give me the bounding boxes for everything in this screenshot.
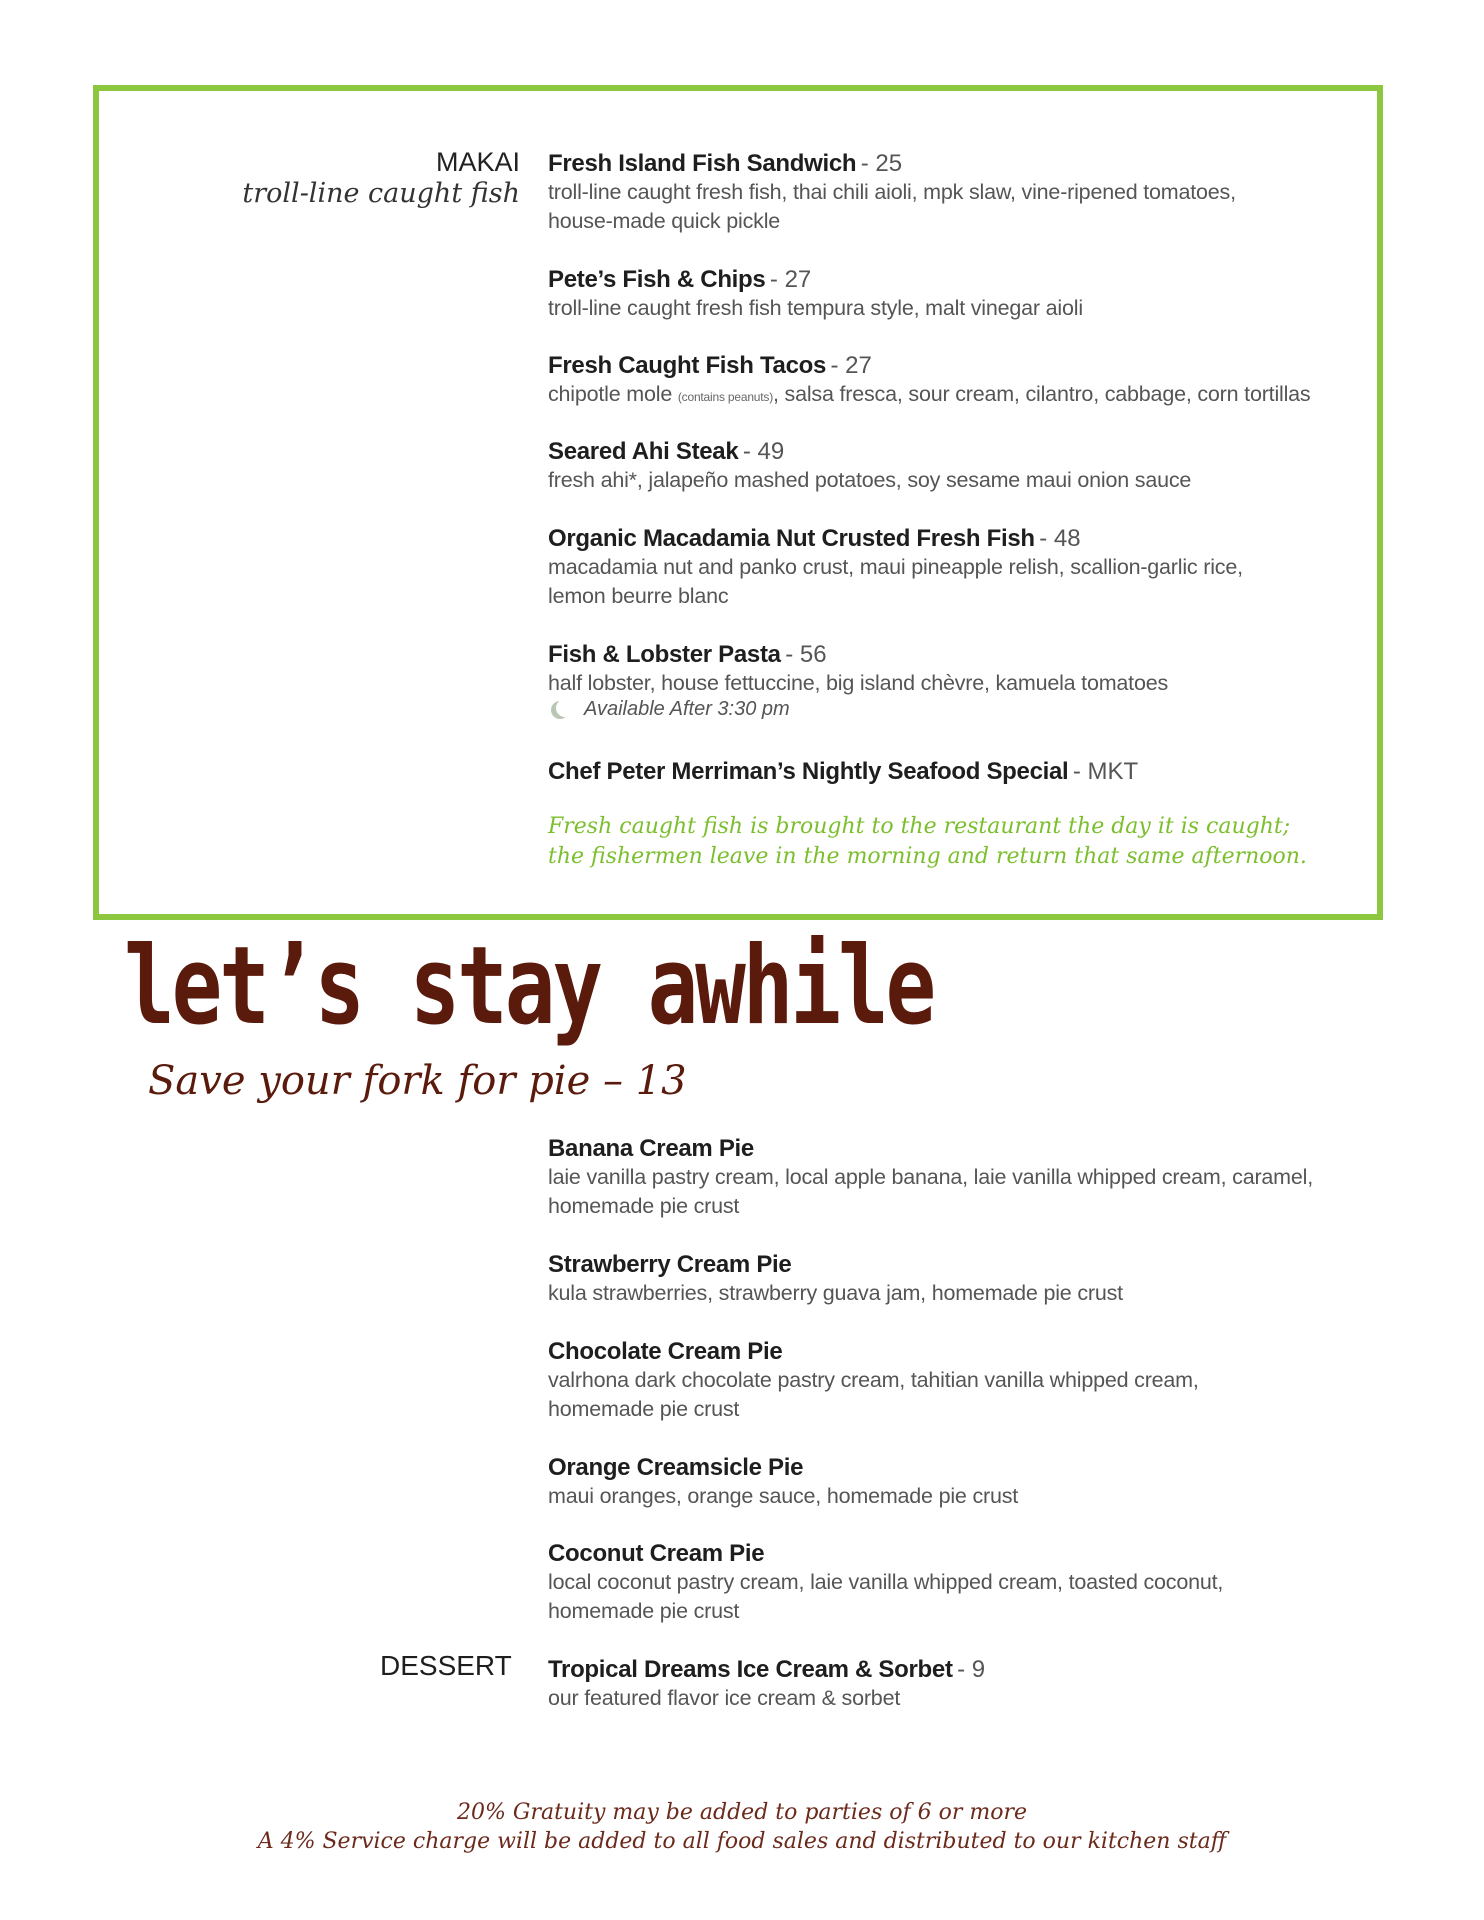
menu-item-strawberry-pie (548, 1251, 1348, 1308)
item-name: Fresh Island Fish Sandwich (548, 150, 857, 177)
item-desc-2: homemade pie crust (548, 1599, 740, 1623)
item-desc: half lobster, house fettuccine, big island chèvre, kamuela tomatoes (548, 671, 1169, 695)
item-desc-b: , salsa fresca, sour cream, cilantro, cabbage, corn tortillas (773, 382, 1311, 406)
item-name: Orange Creamsicle Pie (548, 1454, 804, 1481)
item-desc: kula strawberries, strawberry guava jam, homemade pie crust (548, 1281, 1123, 1305)
menu-item-fish-sandwich (548, 150, 1348, 236)
item-name: Strawberry Cream Pie (548, 1251, 792, 1278)
item-price: - MKT (1072, 758, 1139, 785)
item-desc-2: house-made quick pickle (548, 209, 781, 233)
item-name: Fresh Caught Fish Tacos (548, 352, 827, 379)
item-desc: troll-line caught fresh fish, thai chili aioli, mpk slaw, vine-ripened tomatoes, (548, 180, 1236, 204)
availability-text: Available After 3:30 pm (584, 698, 790, 720)
menu-item-ahi-steak (548, 438, 1348, 495)
availability-note (548, 698, 1348, 721)
menu-item-seafood-special (548, 758, 1348, 786)
item-price: - 48 (1039, 525, 1081, 552)
item-desc-2: lemon beurre blanc (548, 584, 729, 608)
note-line-1: Fresh caught fish is brought to the restaurant the day it is caught; (548, 814, 1291, 839)
item-price: - 9 (957, 1656, 986, 1683)
item-desc (548, 380, 1348, 412)
item-price: - 25 (860, 150, 903, 177)
menu-item-macadamia-fish (548, 525, 1348, 611)
section-sublabel-makai: troll-line caught fish (242, 178, 520, 209)
item-desc-2: homemade pie crust (548, 1397, 740, 1421)
item-name: Chocolate Cream Pie (548, 1338, 783, 1365)
item-desc: troll-line caught fresh fish tempura style, malt vinegar aioli (548, 296, 1083, 320)
allergen-note: (contains peanuts) (677, 390, 773, 404)
item-desc: laie vanilla pastry cream, local apple banana, laie vanilla whipped cream, caramel, (548, 1165, 1313, 1189)
moon-icon (556, 699, 574, 717)
section-label-makai: MAKAI (435, 147, 520, 177)
menu-item-fish-tacos (548, 352, 1348, 412)
menu-item-ice-cream (548, 1656, 1348, 1713)
item-price: - 49 (742, 438, 785, 465)
item-price: - 27 (830, 352, 872, 379)
section-label-dessert: DESSERT (380, 1650, 512, 1681)
footer-gratuity: 20% Gratuity may be added to parties of 6 or more (456, 1800, 1028, 1825)
item-desc: valrhona dark chocolate pastry cream, tahitian vanilla whipped cream, (548, 1368, 1199, 1392)
item-price: - 56 (785, 641, 827, 668)
item-desc-a: chipotle mole (548, 382, 673, 406)
pie-subhead: Save your fork for pie – 13 (148, 1058, 687, 1104)
fresh-fish-note (548, 812, 1308, 872)
menu-item-banana-pie (548, 1135, 1348, 1221)
item-name: Tropical Dreams Ice Cream & Sorbet (548, 1656, 953, 1683)
menu-item-lobster-pasta (548, 641, 1348, 721)
menu-item-chocolate-pie (548, 1338, 1348, 1424)
item-desc: local coconut pastry cream, laie vanilla whipped cream, toasted coconut, (548, 1570, 1224, 1594)
footer-service-charge: A 4% Service charge will be added to all food sales and distributed to our kitchen staff (257, 1829, 1227, 1854)
item-price: - 27 (769, 266, 812, 293)
item-name: Chef Peter Merriman’s Nightly Seafood Special (548, 758, 1069, 785)
item-name: Fish & Lobster Pasta (548, 641, 781, 668)
item-desc: maui oranges, orange sauce, homemade pie crust (548, 1484, 1019, 1508)
item-name: Coconut Cream Pie (548, 1540, 765, 1567)
item-desc: macadamia nut and panko crust, maui pineapple relish, scallion-garlic rice, (548, 555, 1243, 579)
note-line-2: the fishermen leave in the morning and return that same afternoon. (548, 844, 1307, 869)
item-desc: fresh ahi*, jalapeño mashed potatoes, soy sesame maui onion sauce (548, 468, 1192, 492)
headline: let’s stay awhile (124, 924, 934, 1049)
menu-item-orange-pie (548, 1454, 1348, 1511)
item-name: Banana Cream Pie (548, 1135, 754, 1162)
item-desc: our featured flavor ice cream & sorbet (548, 1686, 901, 1710)
item-name: Seared Ahi Steak (548, 438, 739, 465)
item-desc-2: homemade pie crust (548, 1194, 740, 1218)
menu-item-fish-chips (548, 266, 1348, 323)
item-name: Organic Macadamia Nut Crusted Fresh Fish (548, 525, 1035, 552)
menu-item-coconut-pie (548, 1540, 1348, 1626)
item-name: Pete’s Fish & Chips (548, 266, 766, 293)
